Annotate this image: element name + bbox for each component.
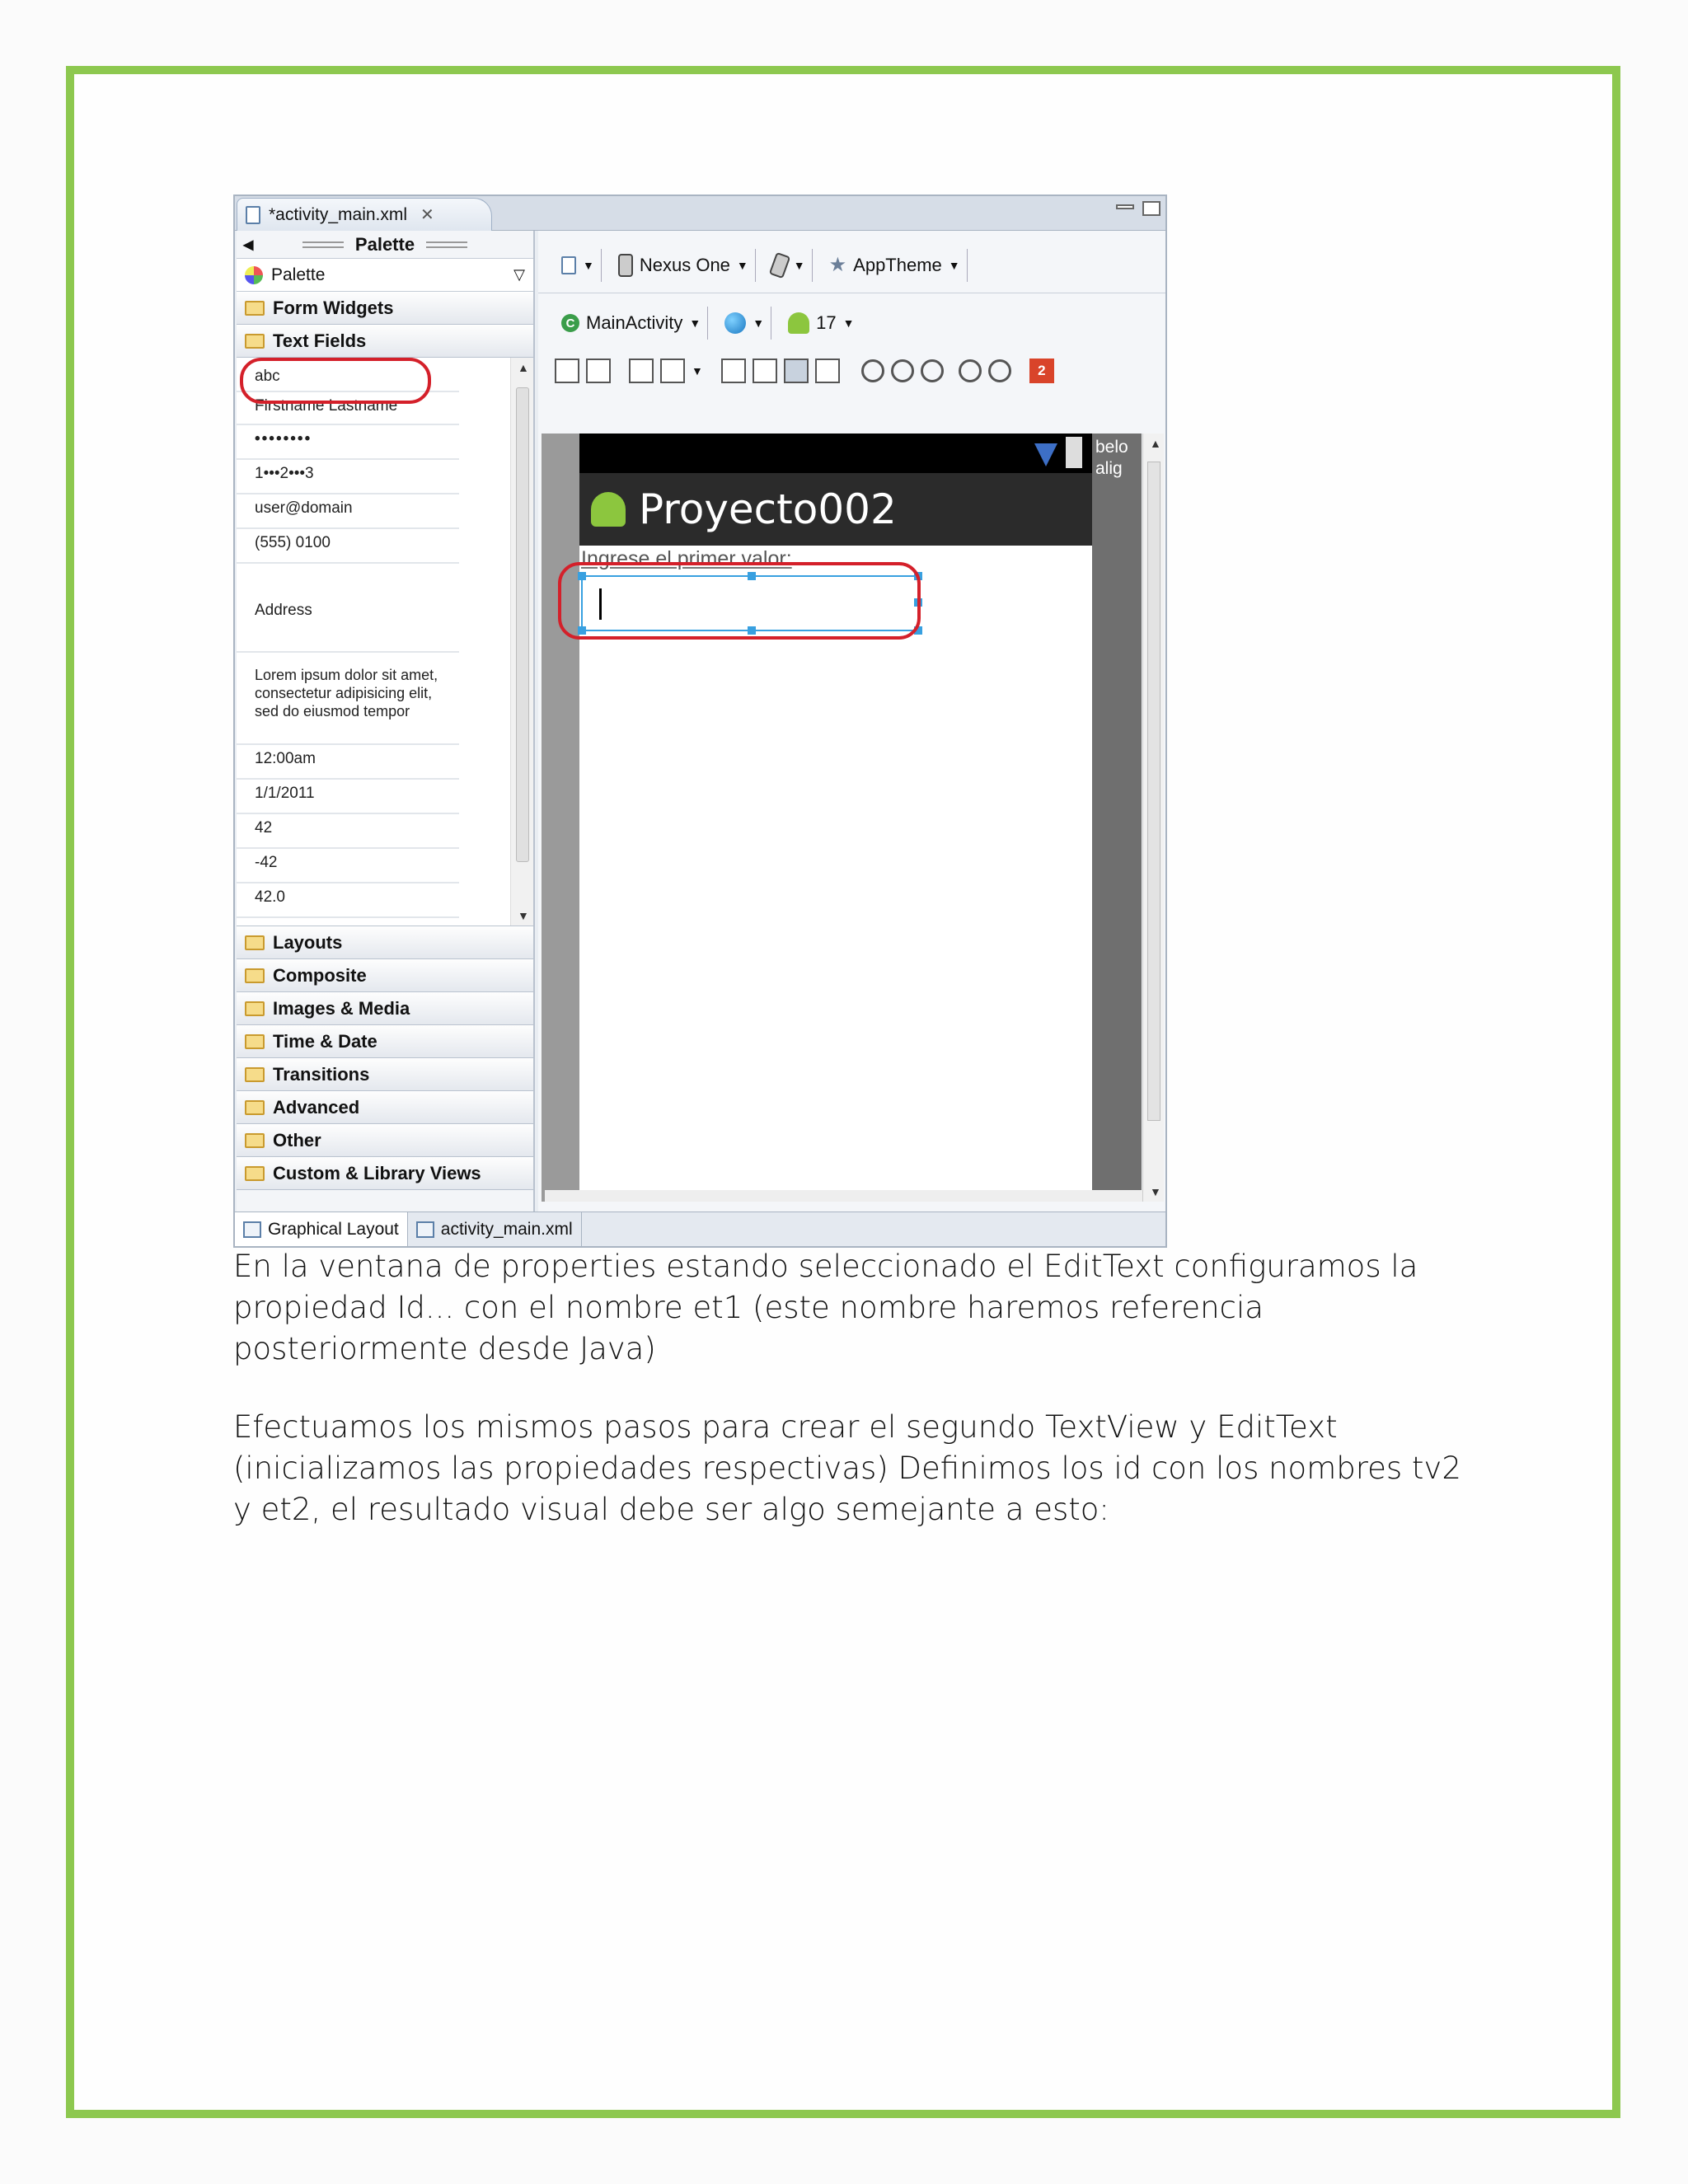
device-status-bar xyxy=(579,434,1092,473)
folder-icon xyxy=(245,968,265,983)
folder-icon xyxy=(245,1001,265,1016)
decimal-number-field[interactable]: 42.0 xyxy=(237,883,459,918)
phone-icon xyxy=(618,254,633,277)
device-select[interactable] xyxy=(612,249,756,282)
xml-file-icon xyxy=(246,206,260,224)
category-layouts[interactable] xyxy=(237,926,533,959)
tab-xml-source[interactable] xyxy=(408,1212,582,1246)
palette-title: Palette xyxy=(354,233,415,255)
scroll-up-icon[interactable]: ▲ xyxy=(518,361,529,374)
config-toolbar-2 xyxy=(538,295,1165,351)
folder-icon xyxy=(245,1100,265,1115)
horizontal-layout-icon[interactable] xyxy=(721,359,746,383)
paragraph-properties: En la ventana de properties estando seleccionado el EditText configuramos la propiedad Id... con el nombre et1 (este nombre haremos referencia posteriormente desde Java) xyxy=(233,1249,1418,1366)
folder-icon xyxy=(245,935,265,950)
category-advanced[interactable] xyxy=(237,1091,533,1124)
grip-icon xyxy=(426,241,467,248)
layout-file-icon xyxy=(561,256,576,274)
zoom-out-icon[interactable] xyxy=(959,359,982,382)
tab-label: activity_main.xml xyxy=(440,1219,573,1239)
caret-down-icon: ▼ xyxy=(948,258,960,272)
layout-actions-toolbar xyxy=(538,351,1165,391)
zoom-real-icon[interactable] xyxy=(891,359,914,382)
caret-down-icon: ▼ xyxy=(689,316,701,330)
folder-open-icon xyxy=(245,334,265,349)
palette-header xyxy=(237,231,533,259)
theme-select[interactable] xyxy=(823,249,968,282)
numeric-password-field[interactable]: 1•••2•••3 xyxy=(237,460,459,494)
time-field[interactable]: 12:00am xyxy=(237,745,459,780)
text-fields-list xyxy=(237,358,533,926)
palette-mode-select[interactable] xyxy=(237,259,533,292)
scroll-up-icon[interactable]: ▲ xyxy=(1150,437,1161,450)
locale-select[interactable] xyxy=(718,307,771,340)
gravity-icon[interactable] xyxy=(660,359,685,383)
palette-scrollbar[interactable] xyxy=(510,358,533,926)
editor-bottom-tabs xyxy=(235,1212,1165,1246)
close-icon[interactable]: ✕ xyxy=(420,206,434,224)
category-label: Layouts xyxy=(273,932,343,953)
category-label: Transitions xyxy=(273,1064,370,1085)
window-controls xyxy=(1116,201,1160,216)
fill-height-icon[interactable] xyxy=(586,359,611,383)
date-field[interactable]: 1/1/2011 xyxy=(237,780,459,814)
category-images-media[interactable] xyxy=(237,992,533,1025)
config-toolbar-1 xyxy=(538,237,1165,293)
android-app-icon xyxy=(591,492,626,527)
xml-source-icon xyxy=(416,1221,434,1238)
highlight-circle xyxy=(558,562,921,640)
category-text-fields[interactable] xyxy=(237,325,533,358)
api-level-label: 17 xyxy=(816,312,837,333)
category-label: Composite xyxy=(273,965,367,986)
grip-icon xyxy=(302,241,344,248)
zoom-100-icon[interactable] xyxy=(921,359,944,382)
collapse-arrow-icon[interactable]: ◀ xyxy=(243,237,254,252)
category-label: Text Fields xyxy=(273,330,367,351)
category-label: Advanced xyxy=(273,1097,360,1118)
signed-number-field[interactable]: -42 xyxy=(237,849,459,883)
textview-label[interactable]: Ingrese el primer valor: xyxy=(581,547,792,570)
multiline-text-field[interactable]: Lorem ipsum dolor sit amet, consectetur adipisicing elit, sed do eiusmod tempor xyxy=(237,653,459,745)
number-field[interactable]: 42 xyxy=(237,814,459,849)
eclipse-screenshot xyxy=(233,194,1167,1248)
graphical-layout-icon xyxy=(243,1221,261,1238)
minimize-icon[interactable] xyxy=(1116,204,1134,209)
folder-icon xyxy=(245,301,265,316)
category-transitions[interactable] xyxy=(237,1058,533,1091)
palette-icon xyxy=(245,266,263,284)
folder-icon xyxy=(245,1034,265,1049)
globe-icon xyxy=(724,312,746,334)
zoom-in-icon[interactable] xyxy=(988,359,1011,382)
activity-icon: C xyxy=(561,314,579,332)
palette-panel xyxy=(237,231,535,1213)
battery-icon xyxy=(1066,437,1082,468)
scroll-thumb[interactable] xyxy=(1147,462,1160,1121)
canvas-scrollbar[interactable] xyxy=(1142,434,1164,1202)
device-label: Nexus One xyxy=(639,254,730,275)
fill-width-icon[interactable] xyxy=(555,359,579,383)
device-action-bar xyxy=(579,473,1092,546)
category-form-widgets[interactable] xyxy=(237,292,533,325)
email-field[interactable]: user@domain xyxy=(237,494,459,529)
api-level-select[interactable] xyxy=(781,307,860,340)
hint-text: belo alig xyxy=(1095,438,1128,478)
category-custom-library-views[interactable] xyxy=(237,1157,533,1190)
person-name-field[interactable]: Firstname Lastname xyxy=(237,392,459,425)
caret-down-icon: ▼ xyxy=(736,258,748,272)
scroll-down-icon[interactable]: ▼ xyxy=(1150,1185,1161,1198)
plain-text-field[interactable]: abc xyxy=(237,358,459,392)
tab-graphical-layout[interactable] xyxy=(235,1212,408,1246)
category-time-date[interactable] xyxy=(237,1025,533,1058)
chevron-down-icon: ▽ xyxy=(513,266,525,283)
folder-icon xyxy=(245,1067,265,1082)
postal-address-field[interactable]: Address xyxy=(237,564,459,653)
category-label: Images & Media xyxy=(273,998,410,1019)
highlight-circle xyxy=(240,358,431,404)
caret-down-icon[interactable]: ▼ xyxy=(692,364,703,377)
category-label: Form Widgets xyxy=(273,298,394,318)
phone-field[interactable]: (555) 0100 xyxy=(237,529,459,564)
config-select[interactable] xyxy=(555,249,602,282)
folder-icon xyxy=(245,1133,265,1148)
category-label: Time & Date xyxy=(273,1031,377,1052)
error-badge[interactable]: 2 xyxy=(1029,359,1054,383)
tab-label: Graphical Layout xyxy=(268,1219,399,1239)
wifi-signal-icon xyxy=(1034,443,1057,466)
scroll-thumb[interactable] xyxy=(516,387,529,862)
align-icon[interactable] xyxy=(784,359,809,383)
tab-activity-main[interactable] xyxy=(237,198,492,231)
editor-tab-bar xyxy=(235,196,1165,231)
caret-down-icon: ▼ xyxy=(842,316,855,330)
caret-down-icon: ▼ xyxy=(753,316,765,330)
zoom-fit-icon[interactable] xyxy=(861,359,884,382)
activity-label: MainActivity xyxy=(586,312,683,333)
paragraph-second-fields: Efectuamos los mismos pasos para crear el segundo TextView y EditText (inicializamos las propiedades respectivas) Definimos los id con los nombres tv2 y et2, el resultado visual debe ser algo semejante a esto: xyxy=(233,1409,1461,1527)
maximize-icon[interactable] xyxy=(1142,201,1160,216)
activity-select[interactable] xyxy=(555,307,708,340)
theme-label: AppTheme xyxy=(853,254,942,275)
caret-down-icon: ▼ xyxy=(583,258,594,272)
app-title: Proyecto002 xyxy=(639,485,897,533)
category-other[interactable] xyxy=(237,1124,533,1157)
layout-canvas xyxy=(542,434,1142,1202)
layout-editor xyxy=(538,231,1165,1213)
password-field[interactable]: •••••••• xyxy=(237,425,459,460)
folder-icon xyxy=(245,1166,265,1181)
palette-select-label: Palette xyxy=(271,265,326,284)
margins-icon[interactable] xyxy=(629,359,654,383)
rotate-icon xyxy=(769,251,790,278)
horizontal-scrollbar[interactable] xyxy=(545,1190,1145,1202)
tab-label: *activity_main.xml xyxy=(269,204,408,224)
caret-down-icon: ▼ xyxy=(793,258,805,272)
category-label: Other xyxy=(273,1130,321,1151)
category-label: Custom & Library Views xyxy=(273,1163,481,1183)
device-preview xyxy=(579,434,1092,1202)
vertical-layout-icon[interactable] xyxy=(753,359,777,383)
star-icon: ★ xyxy=(828,254,847,276)
android-icon xyxy=(788,312,809,334)
scroll-down-icon[interactable]: ▼ xyxy=(518,909,529,922)
hint-strip xyxy=(1092,434,1142,1202)
category-composite[interactable] xyxy=(237,959,533,992)
baseline-icon[interactable] xyxy=(815,359,840,383)
orientation-select[interactable] xyxy=(766,249,813,282)
